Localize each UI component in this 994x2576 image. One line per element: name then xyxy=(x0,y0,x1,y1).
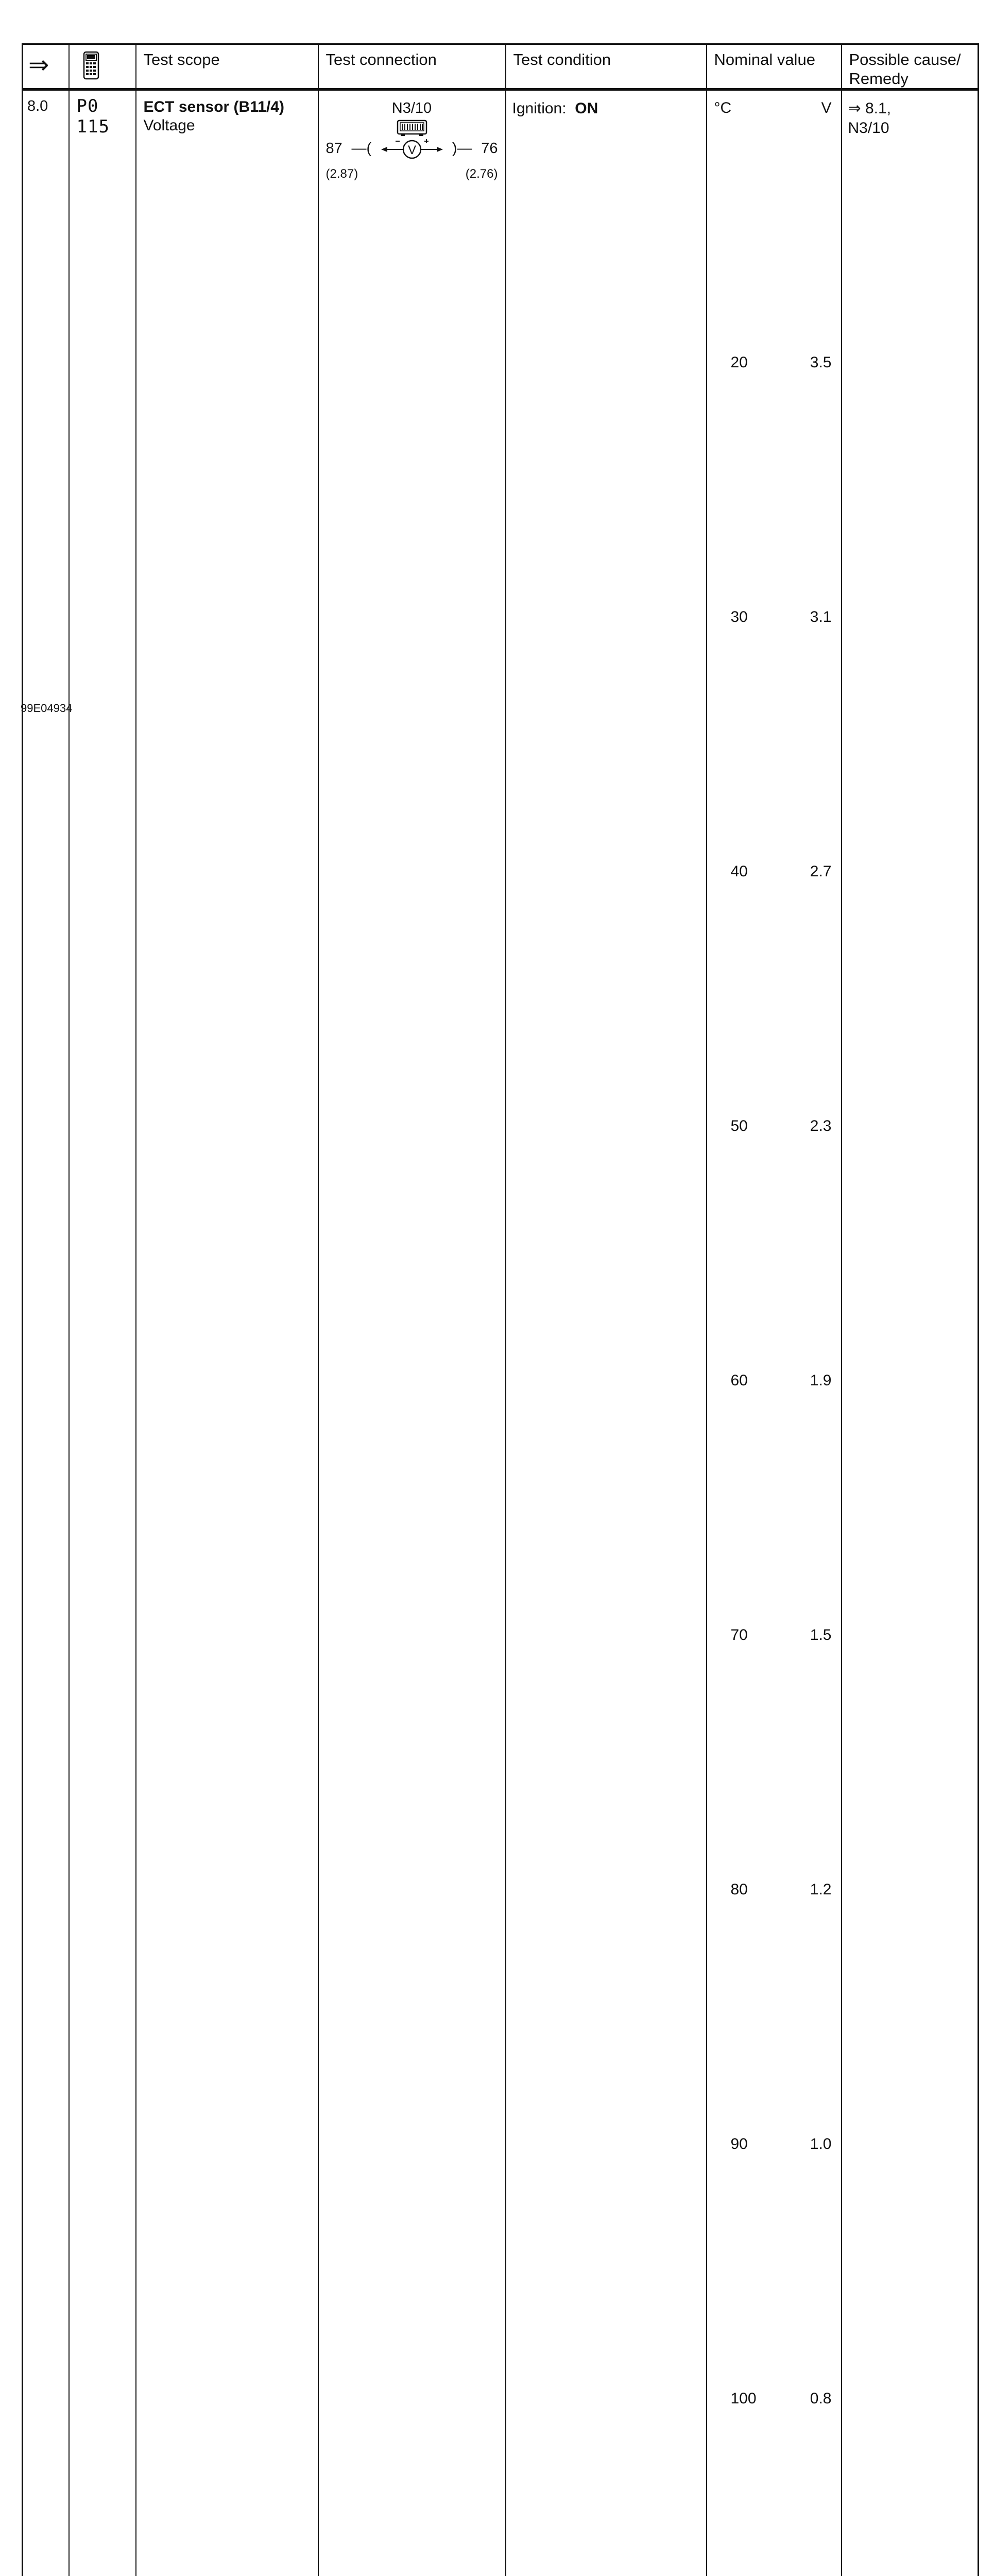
table-header-row xyxy=(23,44,979,90)
figure-code: 99E04934 xyxy=(21,702,72,715)
test-scope-cell: ECT sensor (B11/4) Voltage xyxy=(136,90,318,2576)
connection-title: N3/10 xyxy=(319,100,505,117)
dtc-code: P0 115 xyxy=(70,91,135,137)
document-page xyxy=(0,0,994,748)
test-condition-cell: Ignition: ON xyxy=(506,90,707,2576)
header-arrow-cell xyxy=(23,44,69,90)
header-test-connection: Test connection xyxy=(318,44,506,90)
dtc-cell xyxy=(69,90,136,2576)
header-test-scope: Test scope xyxy=(136,44,318,90)
step-number-cell: 8.0 xyxy=(23,90,69,2576)
table-row xyxy=(23,90,979,2576)
test-connection-cell: N3/10 87 —( V )— 76 (2.87) (2.76) xyxy=(318,90,506,2576)
plug-left-icon: —( xyxy=(352,140,372,157)
handheld-tester-icon xyxy=(70,45,135,82)
plug-right-icon: )— xyxy=(452,140,472,157)
voltmeter-icon xyxy=(380,137,444,162)
header-nominal-value: Nominal value xyxy=(707,44,842,90)
pin-right: 76 xyxy=(481,140,498,157)
header-tester-cell xyxy=(69,44,136,90)
pin-left: 87 xyxy=(326,140,342,157)
arrow-icon: ⇒ xyxy=(23,45,68,81)
header-test-condition: Test condition xyxy=(506,44,707,90)
possible-cause-cell: ⇒ 8.1, N3/10 xyxy=(842,90,979,2576)
diagnostic-test-table xyxy=(22,43,979,2576)
header-possible-cause: Possible cause/ Remedy xyxy=(842,44,979,90)
nominal-value-cell xyxy=(707,90,842,2576)
svg-text:V: V xyxy=(407,143,416,157)
nominal-value-table: °C V 20 3.5 30 3.1 40 2.7 50 2.3 60 1.9 70 1.5 80 1.2 90 1.0 100 0.8 xyxy=(714,98,832,2576)
